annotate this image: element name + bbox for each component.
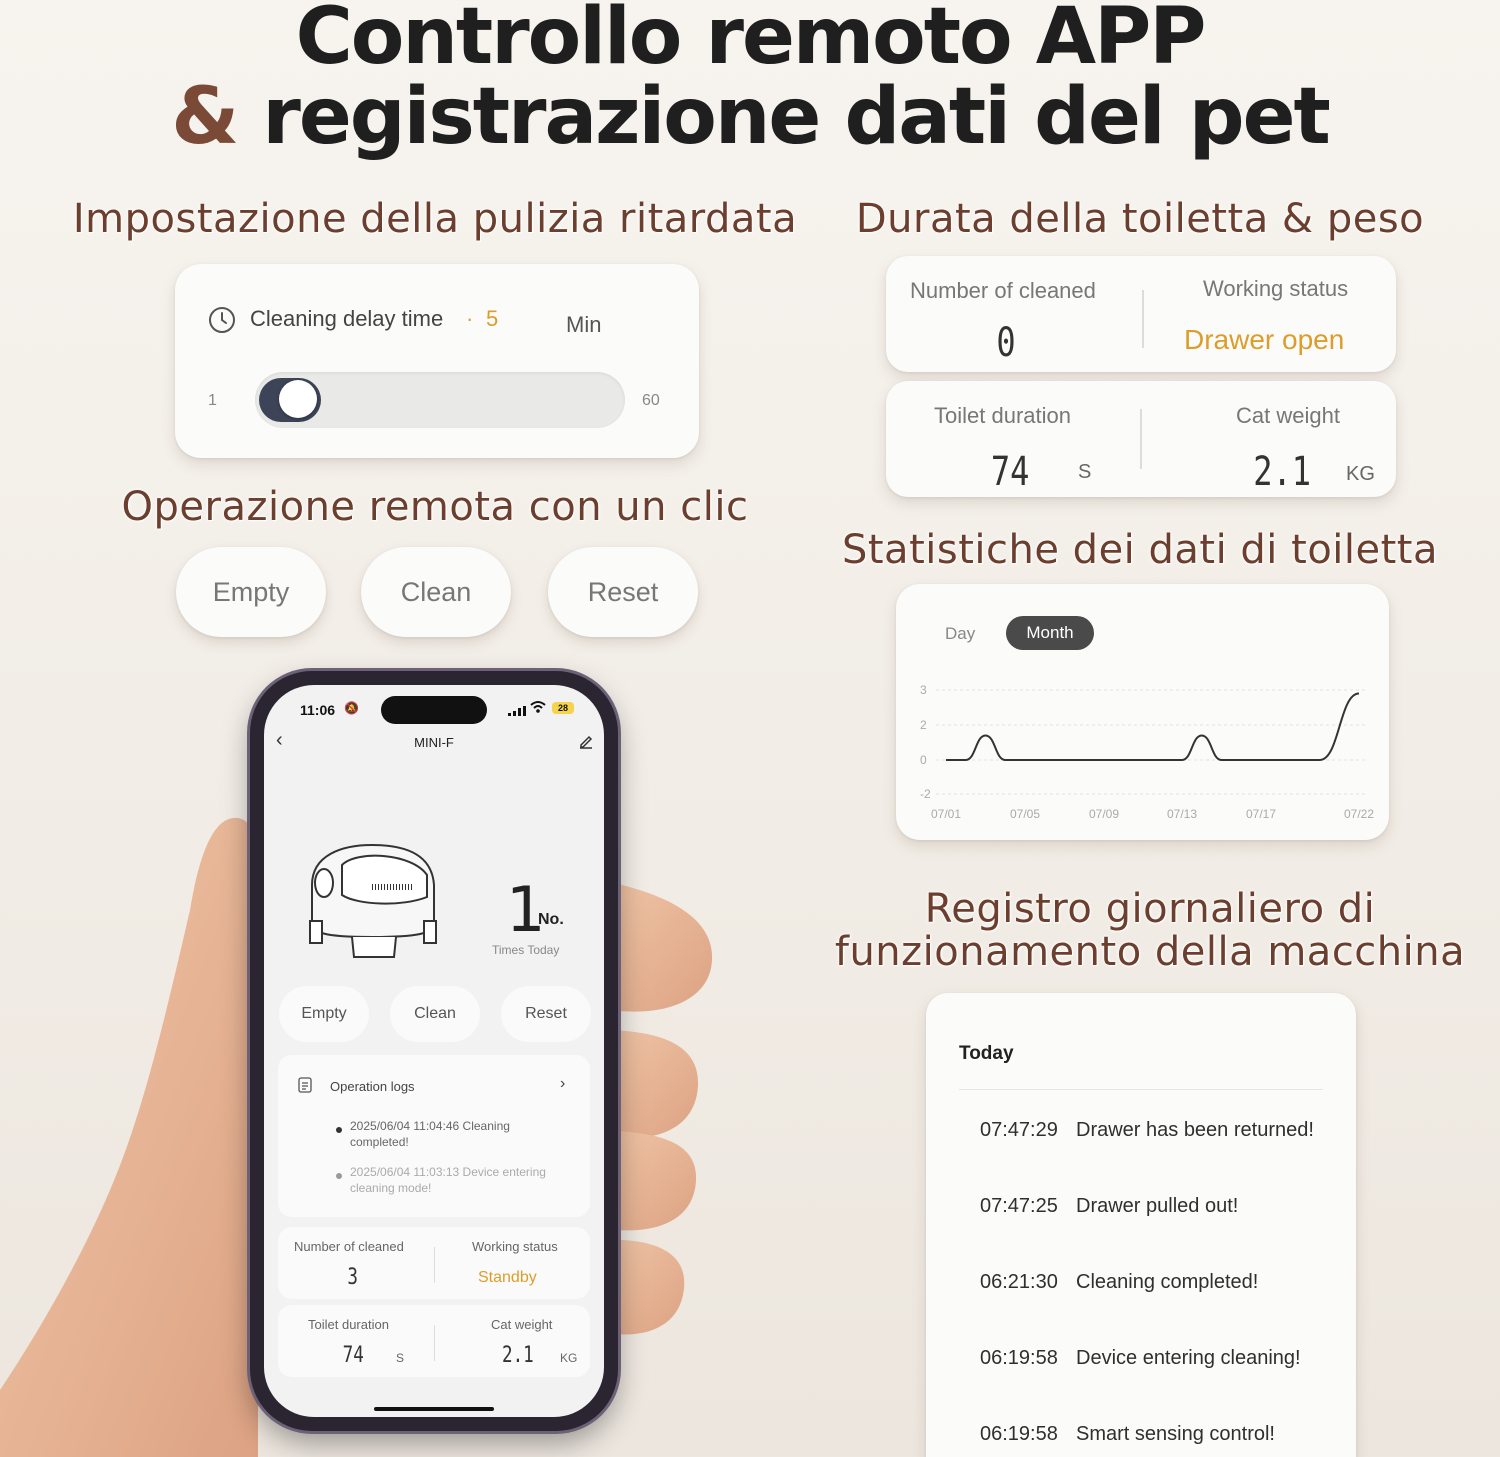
section-title-log-1: Registro giornaliero di (924, 886, 1376, 932)
tab-month[interactable]: Month (1006, 616, 1094, 650)
number-cleaned-value: 0 (996, 320, 1016, 366)
log-time: 07:47:25 (980, 1195, 1058, 1217)
empty-button[interactable]: Empty (176, 547, 326, 637)
cat-weight-value: 2.1 (1253, 449, 1312, 495)
phone-working-status-label: Working status (472, 1239, 558, 1254)
document-icon (298, 1077, 312, 1098)
log-card (926, 993, 1356, 1457)
cat-weight-unit: KG (1346, 463, 1375, 485)
section-title-delay: Impostazione della pulizia ritardata (72, 196, 798, 242)
device-title: MINI-F (414, 735, 454, 750)
log-text: Device entering cleaning! (1076, 1347, 1301, 1369)
phone-number-cleaned-label: Number of cleaned (294, 1239, 404, 1254)
phone-screen (264, 685, 604, 1417)
bell-mute-icon: 🔕 (344, 701, 359, 715)
log-text: Smart sensing control! (1076, 1423, 1275, 1445)
section-title-remote: Operazione remota con un clic (121, 484, 749, 530)
chart-y-tick-label: 0 (920, 753, 927, 767)
status-card (886, 256, 1396, 372)
phone-clean-button[interactable]: Clean (390, 986, 480, 1042)
chart-x-tick-label: 07/09 (1088, 807, 1120, 821)
operation-logs-title: Operation logs (330, 1079, 415, 1094)
log-text: Cleaning completed! (1076, 1271, 1259, 1293)
phone-number-cleaned-value: 3 (347, 1265, 358, 1290)
chart-x-tick-label: 07/22 (1343, 807, 1375, 821)
toilet-card (886, 381, 1396, 497)
signal-icon (508, 703, 526, 721)
phone-toilet-duration-label: Toilet duration (308, 1317, 389, 1332)
chart-x-tick-label: 07/13 (1166, 807, 1198, 821)
delay-dot: · (466, 306, 474, 331)
phone-toilet-card (278, 1305, 590, 1377)
log-entry (980, 1347, 1301, 1370)
working-status-label: Working status (1203, 276, 1349, 301)
phone-empty-button[interactable]: Empty (279, 986, 369, 1042)
delay-slider[interactable] (255, 372, 625, 428)
phone-toilet-divider (434, 1325, 435, 1361)
delay-unit: Min (566, 312, 602, 337)
delay-label: Cleaning delay time (250, 306, 444, 331)
log-entry (980, 1195, 1238, 1218)
back-chevron-icon[interactable]: ‹ (276, 729, 283, 751)
log-time: 06:21:30 (980, 1271, 1058, 1293)
chart-x-tick-label: 07/17 (1245, 807, 1277, 821)
toilet-duration-value: 74 (990, 449, 1030, 495)
headline-line-2 (0, 72, 1500, 162)
log-time: 07:47:29 (980, 1119, 1058, 1141)
number-cleaned-label: Number of cleaned (910, 278, 1096, 303)
chart-y-tick-label: -2 (920, 787, 931, 801)
cat-weight-label: Cat weight (1236, 403, 1340, 428)
phone-cat-weight-label: Cat weight (491, 1317, 553, 1332)
delay-value: 5 (486, 306, 499, 331)
phone-toilet-duration-unit: S (396, 1351, 405, 1365)
section-title-duration-weight: Durata della toiletta & peso (855, 196, 1425, 242)
log-text: Drawer has been returned! (1076, 1119, 1314, 1141)
chart-y-tick-label: 3 (920, 683, 927, 697)
phone-status-card (278, 1227, 590, 1299)
phone-clock: 11:06 (300, 702, 336, 718)
headline-ampersand: & (171, 72, 238, 162)
wifi-icon (530, 700, 546, 719)
log-text: Drawer pulled out! (1076, 1195, 1239, 1217)
log-entry (980, 1423, 1275, 1446)
log-time: 06:19:58 (980, 1423, 1058, 1445)
working-status-value: Drawer open (1184, 324, 1345, 355)
phone-log-line: completed! (350, 1135, 409, 1149)
litter-box-device-image (302, 825, 442, 965)
chart-y-tick-label: 2 (920, 718, 927, 732)
chart-series-line (946, 694, 1359, 761)
slider-max-label: 60 (642, 392, 660, 409)
toilet-stats-chart (896, 584, 1389, 840)
headline-line-2-text: registrazione dati del pet (237, 72, 1329, 162)
reset-button[interactable]: Reset (548, 547, 698, 637)
log-entry (980, 1119, 1314, 1142)
phone-toilet-duration-value: 74 (342, 1343, 364, 1368)
times-today-label: Times Today (492, 943, 560, 957)
chart-x-tick-label: 07/01 (930, 807, 962, 821)
log-header-divider (959, 1089, 1323, 1090)
phone-working-status-value: Standby (478, 1269, 537, 1286)
phone-reset-button[interactable]: Reset (501, 986, 591, 1042)
log-bullet (336, 1173, 342, 1179)
log-time: 06:19:58 (980, 1347, 1058, 1369)
battery-indicator: 28 (552, 702, 574, 714)
phone-log-line: 2025/06/04 11:04:46 Cleaning (350, 1119, 510, 1133)
toilet-divider (1140, 409, 1142, 469)
clean-button[interactable]: Clean (361, 547, 511, 637)
phone-cat-weight-unit: KG (560, 1351, 578, 1365)
dynamic-island (381, 696, 487, 724)
chart-card (896, 584, 1389, 840)
clock-icon (208, 306, 236, 339)
log-bullet (336, 1127, 342, 1133)
tab-day[interactable]: Day (945, 624, 976, 643)
phone-status-divider (434, 1247, 435, 1283)
headline-line-1: Controllo remoto APP (295, 0, 1205, 82)
phone-cat-weight-value: 2.1 (501, 1343, 534, 1368)
phone-log-line: cleaning mode! (350, 1181, 432, 1195)
log-entry (980, 1271, 1258, 1294)
phone-log-line: 2025/06/04 11:03:13 Device entering (350, 1165, 546, 1179)
slider-min-label: 1 (208, 392, 217, 409)
log-header-today: Today (959, 1043, 1014, 1064)
toilet-duration-label: Toilet duration (934, 403, 1071, 428)
toilet-duration-unit: S (1078, 461, 1092, 483)
chart-x-tick-label: 07/05 (1009, 807, 1041, 821)
home-indicator[interactable] (374, 1407, 494, 1411)
section-title-log-2: funzionamento della macchina (834, 929, 1466, 975)
delay-card (175, 264, 699, 458)
status-divider (1142, 290, 1144, 348)
edit-icon[interactable] (578, 733, 594, 754)
times-today-unit: No. (538, 911, 564, 928)
slider-knob[interactable] (279, 380, 317, 418)
section-title-stats: Statistiche dei dati di toiletta (841, 527, 1439, 573)
smartphone (250, 671, 618, 1431)
chevron-right-icon[interactable]: › (560, 1075, 566, 1092)
operation-logs-card[interactable] (278, 1055, 590, 1217)
times-today-count: 1 (506, 873, 546, 946)
